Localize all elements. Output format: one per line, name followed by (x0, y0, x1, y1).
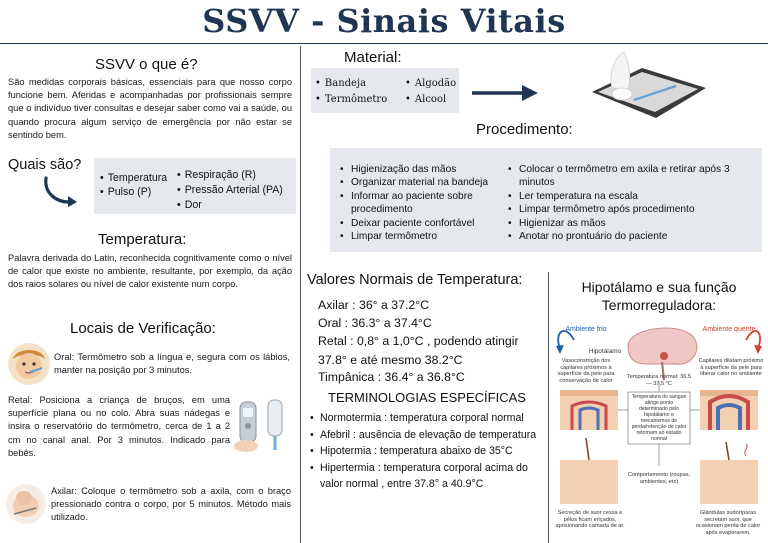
terminologias-list (310, 410, 542, 493)
material-box (311, 68, 459, 113)
hipotalamo-label: Hipotálamo (588, 348, 622, 355)
procedimento-step: • Ler temperatura na escala (508, 190, 760, 203)
right-arrow-icon (470, 82, 540, 104)
ssvv-text: São medidas corporais básicas, essenciais para que nosso corpo funcione bem. Aferidas e acompanhadas por profissionais sempre que o indivíduo tiver consultas e desejar saber como vai a saúde, ou quando procura algum serviço de emergência por não estar se sentindo bem. (8, 77, 292, 140)
terminologia-item: • Normotermia : temperatura corporal normal (310, 410, 542, 427)
title-divider (0, 43, 768, 44)
temperatura-heading: Temperatura: (98, 231, 187, 248)
procedimento-step: • Higienizar as mãos (508, 217, 760, 230)
procedimento-col-2 (508, 163, 760, 243)
quais-item-temperatura: • Temperatura (100, 172, 167, 184)
quais-item-pulso: • Pulso (P) (100, 186, 151, 198)
valores-heading: Valores Normais de Temperatura: (307, 272, 523, 288)
procedimento-step: • Informar ao paciente sobre procedimento (340, 190, 506, 217)
thermometer-device-image (232, 396, 296, 454)
valor-retal: Retal : 0,8° a 1,0°C , podendo atingir 37.8° e até mesmo 38.2°C (318, 334, 519, 367)
terminologia-item: • Afebril : ausência de elevação de temperatura (310, 427, 542, 444)
locais-heading: Locais de Verificação: (70, 320, 216, 337)
quais-item-dor: • Dor (177, 199, 202, 211)
procedimento-step: • Anotar no prontuário do paciente (508, 230, 760, 243)
locais-oral-text: Oral: Termômetro sob a língua e, segura com os lábios, manter na posição por 3 minutos. (54, 352, 290, 376)
quais-heading: Quais são? (8, 157, 82, 173)
secrecao-label: Secreção de suor cessa e pêlos ficam eriçados, aprisionando camada de ar. (555, 510, 625, 530)
right-column-divider (548, 272, 549, 543)
procedimento-step: • Limpar termômetro após procedimento (508, 203, 760, 216)
procedimento-step: • Organizar material na bandeja (340, 176, 506, 189)
capilares-label: Capilares dilatam próximo à superfície da pele para liberar calor no ambiente (698, 358, 764, 378)
procedimento-step: • Colocar o termômetro em axila e retirar após 3 minutos (508, 163, 760, 190)
terminologia-item: • Hipotermia : temperatura abaixo de 35°C (310, 443, 542, 460)
temperatura-text: Palavra derivada do Latin, reconhecida cognitivamente como o nível de calor que existe no ambiente, resultante, por exemplo, da ação dos raios solares ou nível de calor existente num corpo. (8, 253, 292, 290)
quais-item-pressao: • Pressão Arterial (PA) (177, 184, 283, 196)
hipotalamo-heading: Hipotálamo e sua função Termorreguladora: (581, 279, 737, 313)
material-item-algodao: • Algodão (405, 78, 456, 89)
left-column-divider (300, 46, 301, 543)
material-item-alcool: • Alcool (405, 94, 446, 105)
procedimento-step: • Limpar termômetro (340, 230, 506, 243)
quais-item-respiracao: • Respiração (R) (177, 169, 256, 181)
temperatura-normal-label: Temperatura normal: 36,5 — 37,5 °C (626, 374, 692, 387)
procedimento-step: • Deixar paciente confortável (340, 217, 506, 230)
curved-arrow-icon (42, 175, 82, 209)
valor-oral: Oral : 36.3° a 37.4°C (318, 316, 432, 330)
procedimento-step: • Higienização das mãos (340, 163, 506, 176)
glandulas-label: Glândulas sudoríparas secretam suor, que ocasionam perda de calor após evaporarem. (695, 510, 761, 536)
vasoconstricao-label: Vasoconstrição dos capilares próximos à superfície da pele para conservação de calor (557, 358, 615, 384)
centro-label: Temperatura do sangue atinge ponto determinado pelo hipotálamo e mecanismos de perda/retenção de calor retornam ao estado normal (631, 394, 687, 442)
procedimento-col-1 (340, 163, 506, 243)
locais-retal-text: Retal: Posiciona a criança de bruços, em uma superfície plana ou no colo. Abra suas nádegas e insira o reservatório do termômetro, cerca de 1 a 2 cm no canal anal. Por 3 minutos. Indicado para bebês. (8, 395, 230, 458)
tray-image (584, 48, 710, 126)
procedimento-heading: Procedimento: (476, 121, 573, 138)
material-heading: Material: (344, 49, 402, 66)
child-oral-image (8, 343, 50, 385)
ambiente-quente-label: Ambiente quente (702, 326, 756, 333)
terminologias-heading: TERMINOLOGIAS ESPECÍFICAS (328, 390, 526, 405)
locais-axilar-text: Axilar: Coloque o termômetro sob a axila, com o braço pressionado contra o corpo, por 5 minutos. Método mais utilizado. (51, 486, 291, 523)
ssvv-heading: SSVV o que é? (95, 56, 198, 73)
valor-axilar: Axilar : 36° a 37.2°C (318, 298, 429, 312)
ambiente-frio-label: Ambiente frio (565, 326, 607, 333)
terminologia-item: • Hipertermia : temperatura corporal acima do valor normal , entre 37.8° a 40.9°C (310, 460, 542, 493)
material-item-termometro: • Termômetro (315, 94, 387, 105)
page-title: SSVV - Sinais Vitais (202, 2, 566, 40)
comportamento-label: Comportamento (roupas, ambientes, etc) (627, 472, 691, 485)
baby-axilar-image (6, 484, 46, 524)
valor-timpanica: Timpânica : 36.4° a 36.8°C (318, 370, 465, 384)
material-item-bandeja: • Bandeja (315, 78, 366, 89)
